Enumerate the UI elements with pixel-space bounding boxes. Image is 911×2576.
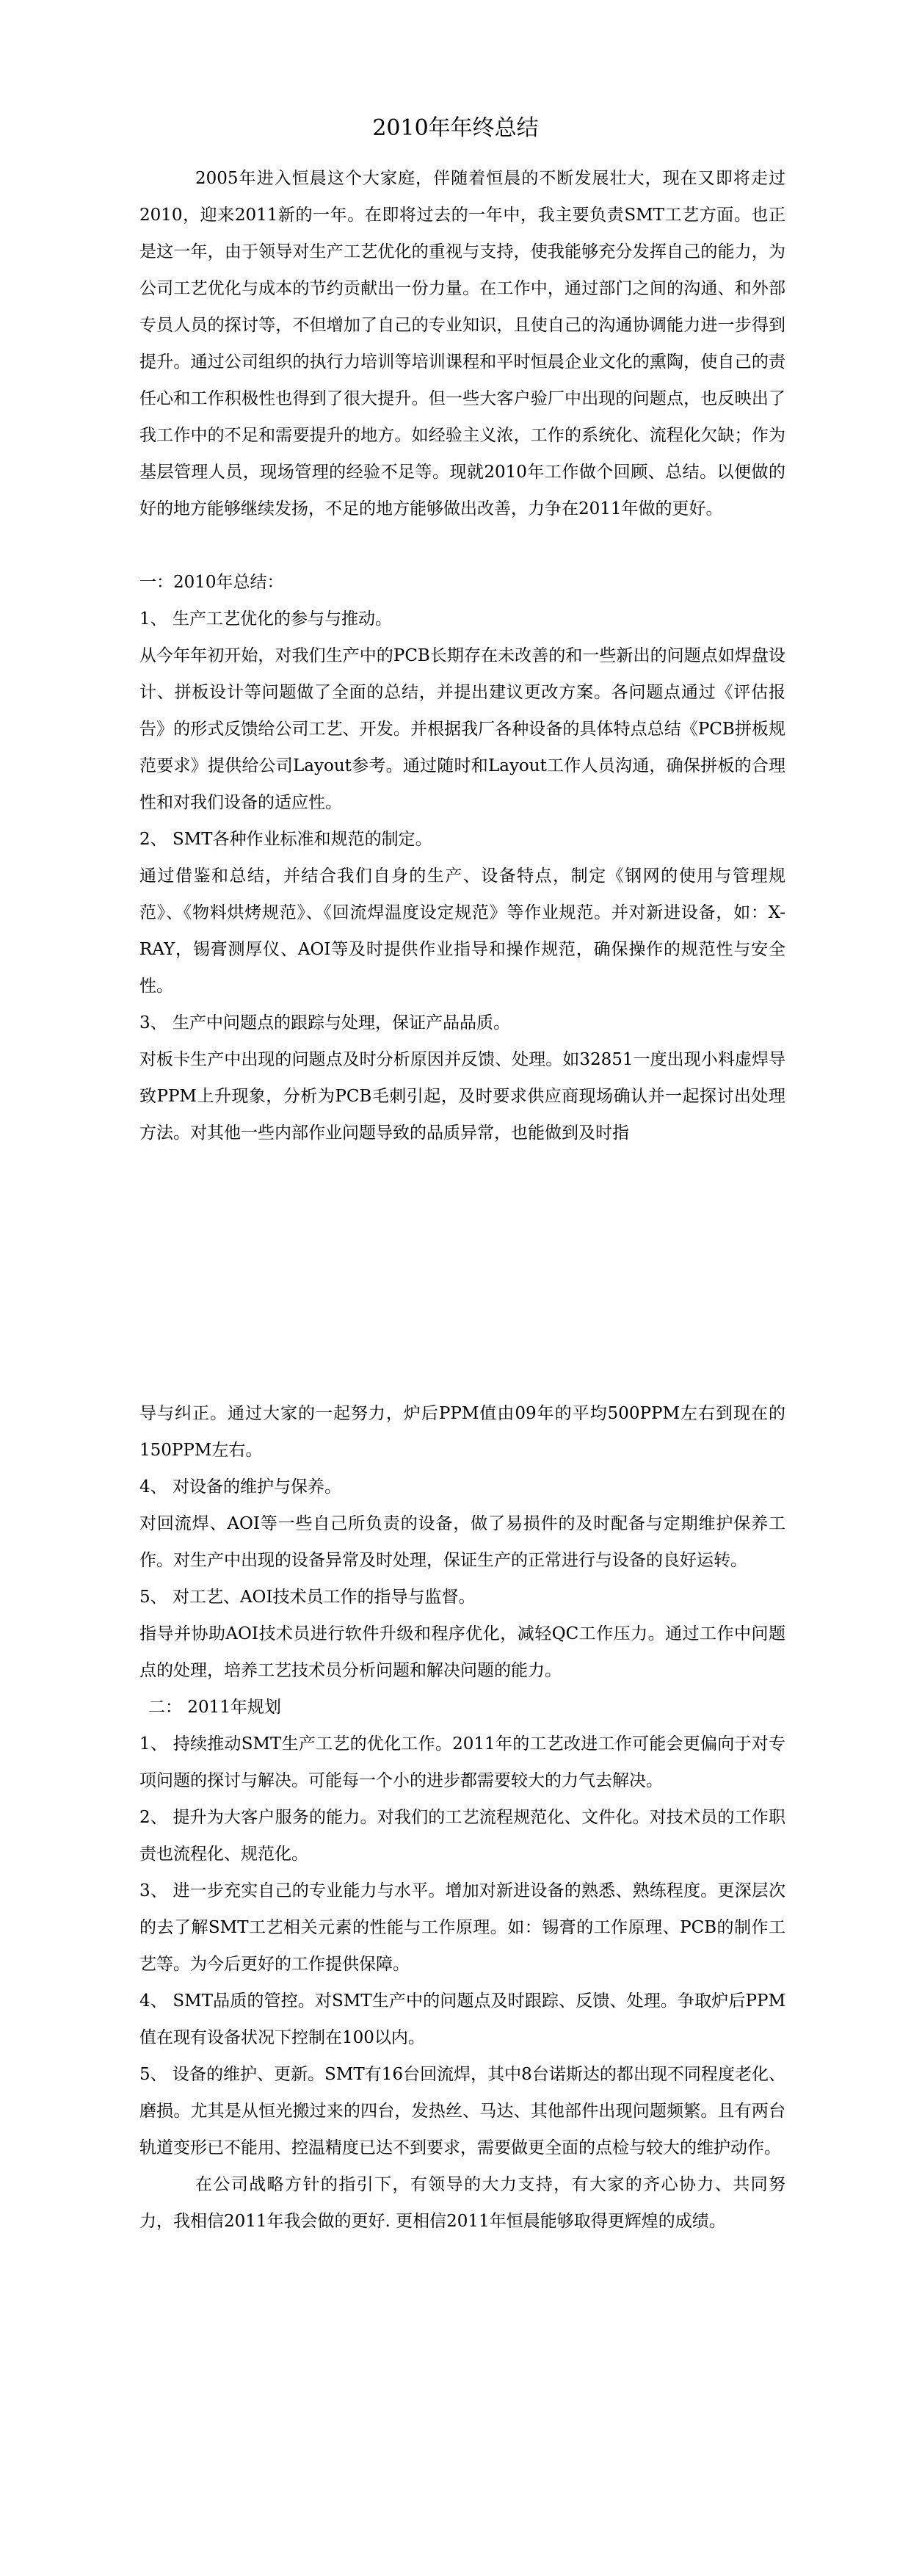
document-title: 2010年年终总结 [372, 115, 539, 141]
section-1-item-heading: 2、 SMT各种作业标准和规范的制定。 [139, 830, 432, 849]
closing-paragraph: 在公司战略方针的指引下，有领导的大力支持，有大家的齐心协力、共同努力，我相信2011年我会做的更好. 更相信2011年恒晨能够取得更辉煌的成绩。 [139, 2175, 785, 2231]
intro-paragraph: 2005年进入恒晨这个大家庭，伴随着恒晨的不断发展壮大，现在又即将走过2010，迎来2011新的一年。在即将过去的一年中，我主要负责SMT工艺方面。也正是这一年，由于领导对生产工艺优化的重视与支持，使我能够充分发挥自己的能力，为公司工艺优化与成本的节约贡献出一份力量。在工作中，通过部门之间的沟通、和外部专员人员的探讨等，不但增加了自己的专业知识，且使自己的沟通协调能力进一步得到提升。通过公司组织的执行力培训等培训课程和平时恒晨企业文化的熏陶，使自己的责任心和工作积极性也得到了很大提升。但一些大客户验厂中出现的问题点，也反映出了我工作中的不足和需要提升的地方。如经验主义浓，工作的系统化、流程化欠缺；作为基层管理人员，现场管理的经验不足等。现就2010年工作做个回顾、总结。以便做的好的地方能够继续发扬，不足的地方能够做出改善，力争在2011年做的更好。 [139, 169, 785, 518]
section-1-paragraph: 对板卡生产中出现的问题点及时分析原因并反馈、处理。如32851一度出现小料虚焊导致PPM上升现象，分析为PCB毛刺引起，及时要求供应商现场确认并一起探讨出处理方法。对其他一些内部作业问题导致的品质异常，也能做到及时指 [139, 1050, 785, 1143]
section-1-item-heading: 5、 对工艺、AOI技术员工作的指导与监督。 [139, 1588, 476, 1607]
section-1-heading: 一：2010年总结： [139, 573, 284, 592]
section-1-item-heading: 4、 对设备的维护与保养。 [139, 1477, 341, 1497]
section-2-item: 1、 持续推动SMT生产工艺的优化工作。2011年的工艺改进工作可能会更偏向于对专项问题的探讨与解决。可能每一个小的进步都需要较大的力气去解决。 [139, 1734, 785, 1790]
section-2-item: 2、 提升为大客户服务的能力。对我们的工艺流程规范化、文件化。对技术员的工作职责也流程化、规范化。 [139, 1808, 785, 1864]
section-1-item-heading: 1、 生产工艺优化的参与与推动。 [139, 609, 392, 629]
body-block-top [139, 160, 785, 1151]
blank-line [139, 527, 785, 564]
section-2-item: 3、 进一步充实自己的专业能力与水平。增加对新进设备的熟悉、熟练程度。更深层次的去了解SMT工艺相关元素的性能与工作原理。如：锡膏的工作原理、PCB的制作工艺等。为今后更好的工作提供保障。 [139, 1881, 785, 1974]
body-block-bottom [139, 1395, 785, 2240]
section-1-paragraph: 指导并协助AOI技术员进行软件升级和程序优化，减轻QC工作压力。通过工作中问题点的处理，培养工艺技术员分析问题和解决问题的能力。 [139, 1624, 785, 1680]
section-2-item: 5、 设备的维护、更新。SMT有16台回流焊，其中8台诺斯达的都出现不同程度老化、磨损。尤其是从恒光搬过来的四台，发热丝、马达、其他部件出现问题频繁。且有两台轨道变形已不能用、控温精度已达不到要求，需要做更全面的点检与较大的维护动作。 [139, 2065, 785, 2157]
section-1-item-heading: 3、 生产中问题点的跟踪与处理，保证产品品质。 [139, 1013, 510, 1032]
section-1-paragraph: 从今年年初开始，对我们生产中的PCB长期存在未改善的和一些新出的问题点如焊盘设计、拼板设计等问题做了全面的总结，并提出建议更改方案。各问题点通过《评估报告》的形式反馈给公司工艺、开发。并根据我厂各种设备的具体特点总结《PCB拼板规范要求》提供给公司Layout参考。通过随时和Layout工作人员沟通，确保拼板的合理性和对我们设备的适应性。 [139, 646, 785, 812]
section-1-paragraph: 导与纠正。通过大家的一起努力，炉后PPM值由09年的平均500PPM左右到现在的150PPM左右。 [139, 1404, 785, 1460]
section-2-item: 4、 SMT品质的管控。对SMT生产中的问题点及时跟踪、反馈、处理。争取炉后PPM值在现有设备状况下控制在100以内。 [139, 1991, 785, 2047]
section-1-paragraph: 通过借鉴和总结，并结合我们自身的生产、设备特点，制定《钢网的使用与管理规范》、《物料烘烤规范》、《回流焊温度设定规范》等作业规范。并对新进设备，如：X-RAY，锡膏测厚仪、AOI等及时提供作业指导和操作规范，确保操作的规范性与安全性。 [139, 866, 785, 996]
section-2-heading: 二： 2011年规划 [148, 1698, 281, 1717]
section-1-paragraph: 对回流焊、AOI等一些自己所负责的设备，做了易损件的及时配备与定期维护保养工作。对生产中出现的设备异常及时处理，保证生产的正常进行与设备的良好运转。 [139, 1514, 785, 1570]
